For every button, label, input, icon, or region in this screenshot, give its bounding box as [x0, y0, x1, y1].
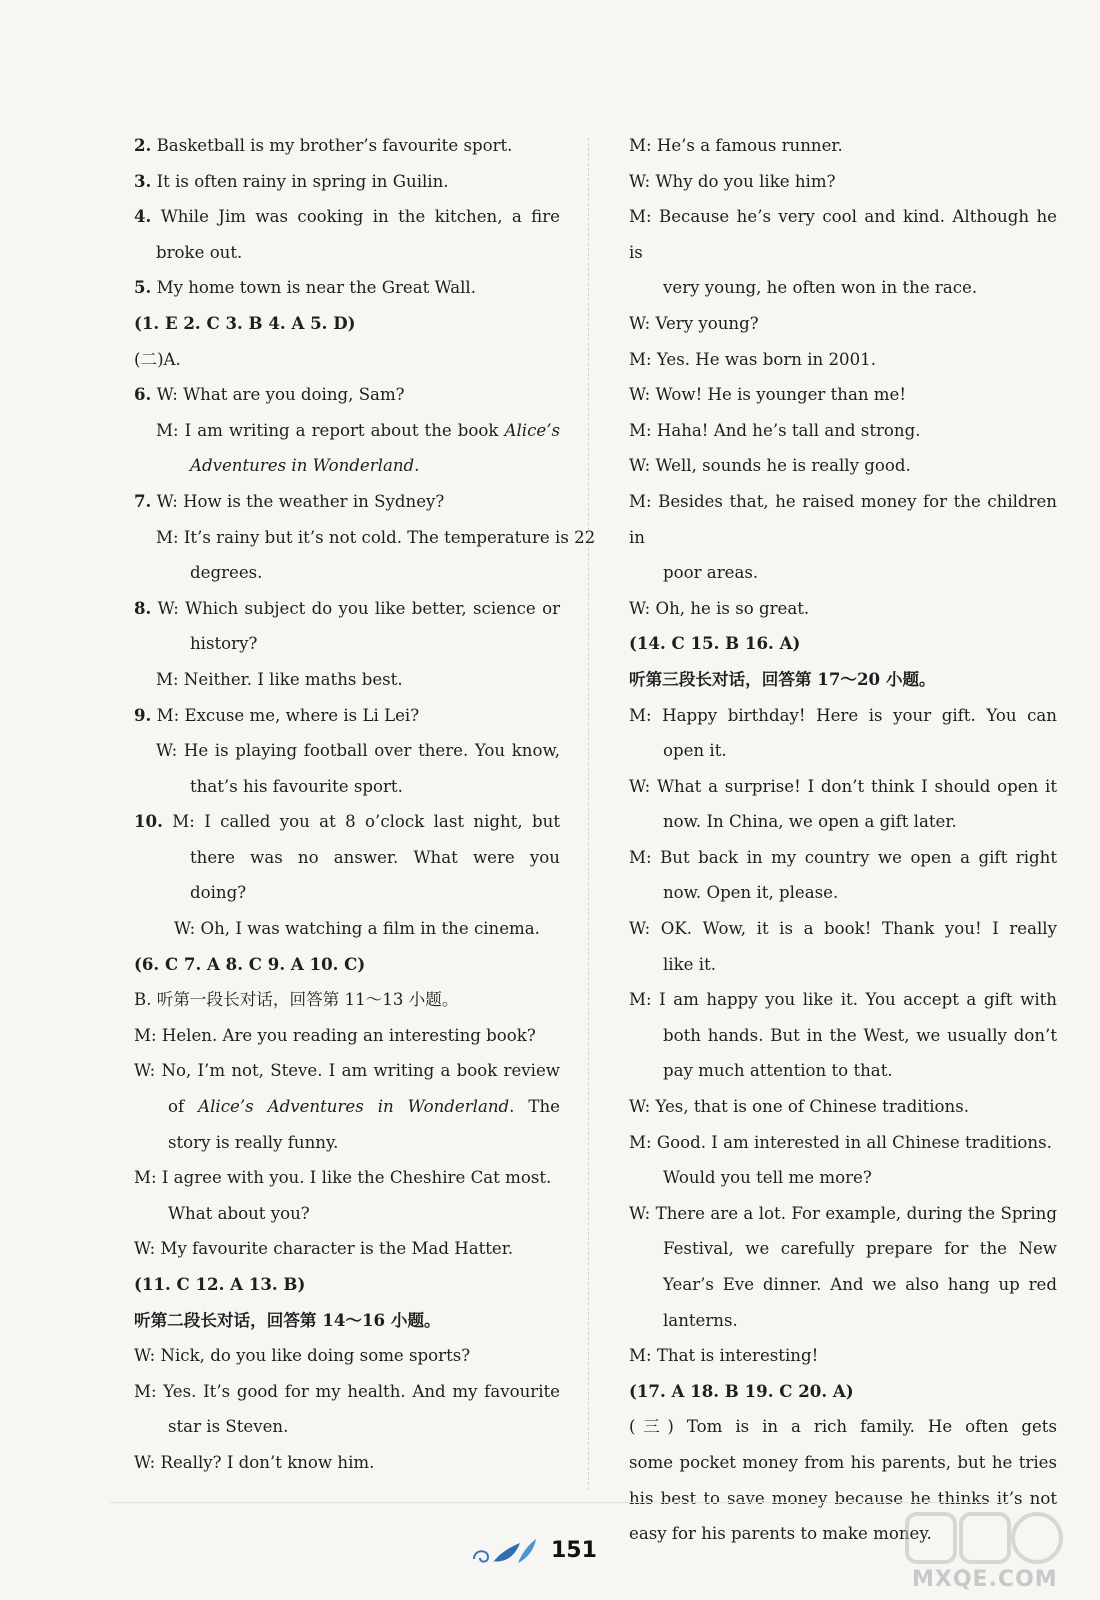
dialogue-line: Year’s Eve dinner. And we also hang up red: [663, 1275, 1057, 1294]
dialogue-line: W: He is playing football over there. You know,: [156, 741, 560, 761]
answer-key: (17. A 18. B 19. C 20. A): [629, 1380, 854, 1401]
dialogue-line: W: There are a lot. For example, during the Spring: [629, 1203, 1057, 1223]
dialogue-line: doing?: [190, 883, 247, 903]
dialogue-line: M: Helen. Are you reading an interesting book?: [134, 1025, 536, 1045]
dialogue-line: W: Oh, I was watching a film in the cinema.: [174, 919, 540, 939]
dialogue-line: W: Wow! He is younger than me!: [629, 385, 907, 405]
dialogue-line: M: I am happy you like it. You accept a gift with: [629, 990, 1057, 1010]
dialogue-line: W: Yes, that is one of Chinese traditions.: [629, 1097, 970, 1117]
answer-line: 3. It is often rainy in spring in Guilin.: [134, 170, 449, 191]
dialogue-line: open it.: [663, 741, 727, 761]
dialogue-line: that’s his favourite sport.: [190, 776, 403, 796]
dialogue-line: Would you tell me more?: [663, 1168, 872, 1188]
answer-line: 2. Basketball is my brother’s favourite sport.: [134, 135, 513, 155]
dialogue-line: W: What a surprise! I don’t think I should open it: [629, 776, 1057, 796]
column-divider: [588, 138, 589, 1490]
dialogue-line: now. In China, we open a gift later.: [663, 812, 957, 832]
dialogue-line: M: I am writing a report about the book Alice’s: [156, 420, 560, 440]
dialogue-line: story is really funny.: [168, 1132, 339, 1152]
dialogue-line: 10. M: I called you at 8 o’clock last night, but: [134, 811, 560, 832]
dialogue-line: M: He’s a famous runner.: [629, 136, 843, 155]
section-heading: B. 听第一段长对话，回答第 11～13 小题。: [134, 990, 459, 1010]
dialogue-line: 9. M: Excuse me, where is Li Lei?: [134, 704, 420, 725]
dialogue-line: W: My favourite character is the Mad Hatter.: [134, 1239, 514, 1259]
section-heading: 听第三段长对话，回答第 17～20 小题。: [629, 668, 936, 689]
dialogue-line: What about you?: [168, 1203, 310, 1223]
dialogue-line: W: Really? I don’t know him.: [134, 1452, 375, 1472]
passage-line: his best to save money because he thinks it’s not: [629, 1488, 1057, 1508]
dialogue-line: Festival, we carefully prepare for the New: [663, 1239, 1057, 1259]
answer-key: (11. C 12. A 13. B): [134, 1274, 306, 1294]
dialogue-line: of Alice’s Adventures in Wonderland. The: [168, 1097, 561, 1117]
dialogue-line: both hands. But in the West, we usually don’t: [663, 1025, 1057, 1045]
page-number: 151: [551, 1538, 597, 1563]
dialogue-line: W: No, I’m not, Steve. I am writing a book review: [134, 1061, 560, 1081]
dialogue-line: star is Steven.: [168, 1417, 289, 1437]
answer-key: (14. C 15. B 16. A): [629, 633, 801, 654]
right-column: [629, 128, 1057, 1552]
passage-line: easy for his parents to make money.: [629, 1524, 932, 1544]
dialogue-line: very young, he often won in the race.: [663, 278, 978, 298]
dialogue-line: there was no answer. What were you: [190, 847, 560, 867]
dialogue-line: lanterns.: [663, 1310, 738, 1330]
dialogue-line: W: Well, sounds he is really good.: [629, 456, 911, 476]
dialogue-line: M: Neither. I like maths best.: [156, 669, 403, 689]
dialogue-line: M: Happy birthday! Here is your gift. You can: [629, 705, 1057, 725]
left-column: [134, 128, 596, 1481]
dialogue-line: M: Yes. He was born in 2001.: [629, 349, 876, 369]
passage-line: (三) Tom is in a rich family. He often gets: [629, 1417, 1057, 1437]
answer-key: (6. C 7. A 8. C 9. A 10. C): [134, 953, 366, 974]
dialogue-line: W: Nick, do you like doing some sports?: [134, 1346, 471, 1366]
dialogue-line: M: Besides that, he raised money for the children in: [629, 491, 1057, 547]
dialogue-line: M: Because he’s very cool and kind. Although he is: [629, 207, 1057, 262]
answer-line: 4. While Jim was cooking in the kitchen, a fire: [134, 206, 560, 227]
dialogue-line: 6. W: What are you doing, Sam?: [134, 384, 405, 405]
section-heading: (二)A.: [134, 349, 181, 369]
footer-rule: [110, 1502, 1010, 1503]
dialogue-line: W: Why do you like him?: [629, 171, 836, 191]
dialogue-line: M: Haha! And he’s tall and strong.: [629, 420, 921, 440]
answer-key: (1. E 2. C 3. B 4. A 5. D): [134, 312, 356, 333]
dialogue-line: M: I agree with you. I like the Cheshire Cat most.: [134, 1168, 552, 1188]
dialogue-line: like it.: [663, 954, 717, 974]
dialogue-line: Adventures in Wonderland.: [190, 456, 420, 476]
answer-line: broke out.: [156, 242, 243, 262]
swirl-leaf-logo-icon: [470, 1535, 540, 1569]
dialogue-line: history?: [190, 634, 258, 654]
dialogue-line: W: OK. Wow, it is a book! Thank you! I really: [629, 919, 1057, 939]
dialogue-line: 7. W: How is the weather in Sydney?: [134, 490, 445, 511]
dialogue-line: now. Open it, please.: [663, 883, 839, 903]
dialogue-line: pay much attention to that.: [663, 1061, 893, 1081]
dialogue-line: M: Yes. It’s good for my health. And my favourite: [134, 1381, 560, 1401]
dialogue-line: 8. W: Which subject do you like better, science or: [134, 597, 560, 618]
answer-line: 5. My home town is near the Great Wall.: [134, 277, 476, 298]
passage-line: some pocket money from his parents, but he tries: [629, 1452, 1057, 1472]
dialogue-line: W: Oh, he is so great.: [629, 598, 810, 618]
dialogue-line: M: It’s rainy but it’s not cold. The temperature is 22: [156, 527, 596, 547]
dialogue-line: M: That is interesting!: [629, 1346, 819, 1366]
section-heading: 听第二段长对话，回答第 14～16 小题。: [134, 1309, 441, 1330]
answer-watermark-logo: [905, 1510, 1065, 1570]
dialogue-line: W: Very young?: [629, 313, 759, 333]
dialogue-line: M: But back in my country we open a gift right: [629, 847, 1057, 867]
watermark-url: MXQE.COM: [912, 1567, 1058, 1592]
dialogue-line: poor areas.: [663, 563, 759, 583]
dialogue-line: M: Good. I am interested in all Chinese traditions.: [629, 1132, 1052, 1152]
dialogue-line: degrees.: [190, 563, 263, 583]
